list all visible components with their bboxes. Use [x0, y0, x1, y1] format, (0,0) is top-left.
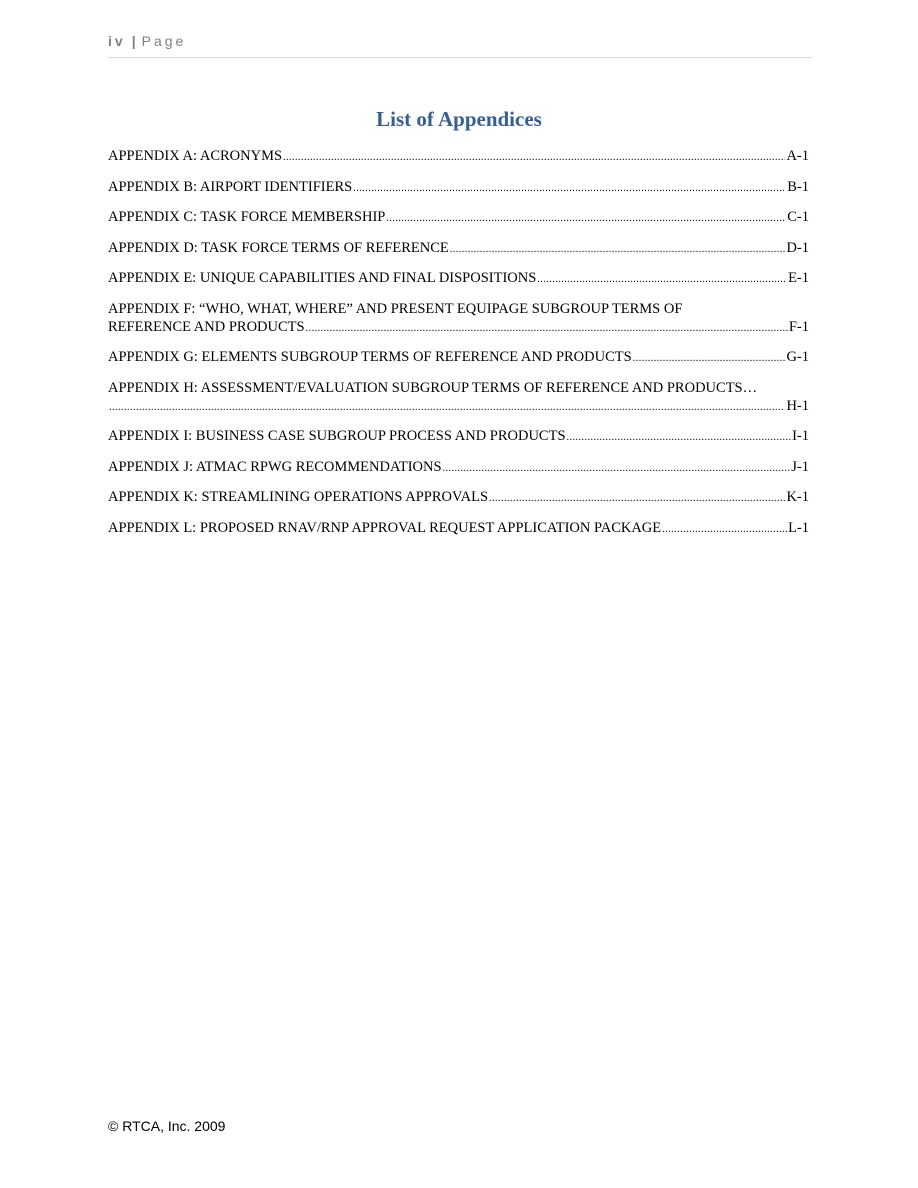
toc-entry-c[interactable] [108, 208, 809, 228]
toc-entry-f[interactable] [108, 300, 809, 338]
toc-entry-label: APPENDIX C: TASK FORCE MEMBERSHIP [108, 209, 386, 225]
toc-entry-label: APPENDIX K: STREAMLINING OPERATIONS APPROVALS [108, 489, 489, 505]
leader-dots [633, 350, 786, 368]
toc-entry-label: REFERENCE AND PRODUCTS [108, 318, 305, 335]
leader-dots [450, 241, 786, 259]
page-title: List of Appendices [376, 107, 542, 131]
copyright-footer: © RTCA, Inc. 2009 [108, 1118, 226, 1134]
toc-entry-d[interactable] [108, 239, 809, 259]
toc-entry-label-line1: APPENDIX F: “WHO, WHAT, WHERE” AND PRESENT EQUIPAGE SUBGROUP TERMS OF [108, 300, 683, 317]
toc-entry-j[interactable] [108, 458, 809, 478]
toc-entry-page: K-1 [786, 489, 809, 505]
toc-entry-page: H-1 [786, 397, 809, 414]
leader-dots [662, 521, 787, 539]
toc-entry-label-line1: APPENDIX H: ASSESSMENT/EVALUATION SUBGROUP TERMS OF REFERENCE AND PRODUCTS… [108, 379, 758, 396]
leader-dots [306, 320, 788, 338]
toc-entry-label: APPENDIX J: ATMAC RPWG RECOMMENDATIONS [108, 458, 442, 475]
toc-entry-h[interactable] [108, 379, 809, 417]
toc-entry-k[interactable] [108, 488, 809, 508]
leader-dots [567, 429, 792, 447]
leader-dots [386, 210, 786, 228]
toc-entry-label: APPENDIX L: PROPOSED RNAV/RNP APPROVAL REQUEST APPLICATION PACKAGE [108, 519, 662, 536]
toc-entry-label: APPENDIX D: TASK FORCE TERMS OF REFERENCE [108, 239, 449, 256]
page-number: iv [108, 33, 126, 49]
toc-entry-label: APPENDIX E: UNIQUE CAPABILITIES AND FINAL DISPOSITIONS [108, 270, 537, 286]
leader-dots [443, 460, 791, 478]
page-word: Page [141, 33, 187, 49]
toc-entry-page: D-1 [786, 239, 809, 256]
toc-entry-g[interactable] [108, 348, 809, 368]
toc-entry-label: APPENDIX I: BUSINESS CASE SUBGROUP PROCESS AND PRODUCTS [108, 428, 566, 444]
page-header [108, 33, 812, 58]
toc-entry-page: I-1 [792, 428, 809, 444]
leader-dots [109, 399, 785, 417]
toc-entry-page: A-1 [786, 148, 809, 164]
appendix-list [108, 147, 809, 549]
toc-entry-page: L-1 [788, 519, 809, 536]
toc-entry-label: APPENDIX B: AIRPORT IDENTIFIERS [108, 178, 353, 195]
toc-entry-page: F-1 [788, 318, 809, 335]
toc-entry-page: E-1 [788, 270, 809, 286]
leader-dots [537, 271, 787, 289]
toc-entry-e[interactable] [108, 269, 809, 289]
toc-entry-i[interactable] [108, 427, 809, 447]
leader-dots [489, 490, 785, 508]
toc-entry-a[interactable] [108, 147, 809, 167]
toc-entry-label: APPENDIX G: ELEMENTS SUBGROUP TERMS OF REFERENCE AND PRODUCTS [108, 349, 632, 365]
header-separator: | [131, 33, 136, 49]
toc-entry-b[interactable] [108, 178, 809, 198]
toc-entry-label: APPENDIX A: ACRONYMS [108, 148, 283, 164]
toc-entry-page: J-1 [791, 458, 809, 475]
toc-entry-page: C-1 [787, 209, 809, 225]
leader-dots [283, 149, 785, 167]
leader-dots [353, 180, 786, 198]
toc-entry-l[interactable] [108, 519, 809, 539]
toc-entry-page: B-1 [787, 178, 809, 195]
toc-entry-page: G-1 [786, 349, 809, 365]
